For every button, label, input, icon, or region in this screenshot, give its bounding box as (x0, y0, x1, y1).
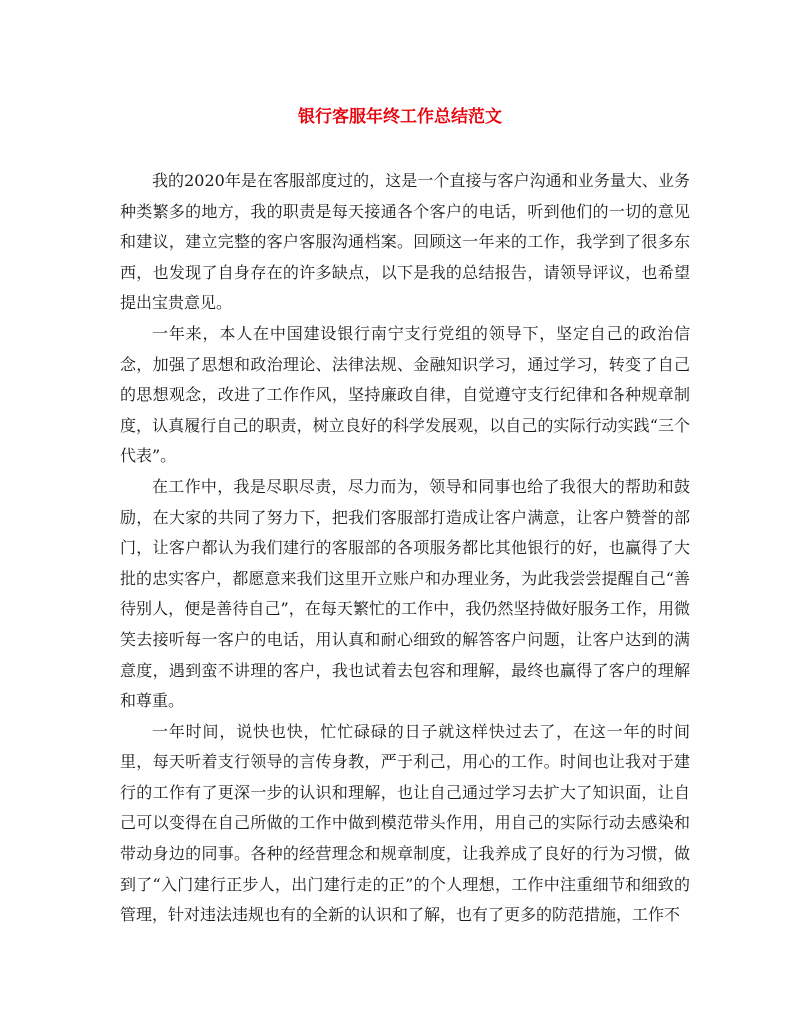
paragraph: 我的2020年是在客服部度过的，这是一个直接与客户沟通和业务量大、业务种类繁多的地方，我的职责是每天接通各个客户的电话，听到他们的一切的意见和建议，建立完整的客户客服沟通档案。回顾这一年来的工作，我学到了很多东西，也发现了自身存在的许多缺点，以下是我的总结报告，请领导评议，也希望提出宝贵意见。 (120, 171, 690, 313)
paragraph: 一年来，本人在中国建设银行南宁支行党组的领导下，坚定自己的政治信念，加强了思想和政治理论、法律法规、金融知识学习，通过学习，转变了自己的思想观念，改进了工作作风，坚持廉政自律，自觉遵守支行纪律和各种规章制度，认真履行自己的职责，树立良好的科学发展观，以自己的实际行动实践“三个代表”。 (120, 323, 690, 466)
paragraph: 在工作中，我是尽职尽责，尽力而为，领导和同事也给了我很大的帮助和鼓励，在大家的共同了努力下，把我们客服部打造成让客户满意，让客户赞誉的部门，让客户都认为我们建行的客服部的各项服务都比其他银行的好，也赢得了大批的忠实客户，都愿意来我们这里开立账户和办理业务，为此我尝尝提醒自己“善待别人，便是善待自己”，在每天繁忙的工作中，我仍然坚持做好服务工作，用微笑去接听每一客户的电话，用认真和耐心细致的解答客户问题，让客户达到的满意度，遇到蛮不讲理的客户，我也试着去包容和理解，最终也赢得了客户的理解和尊重。 (120, 476, 690, 711)
paragraph: 一年时间，说快也快，忙忙碌碌的日子就这样快过去了，在这一年的时间里，每天听着支行领导的言传身教，严于利己，用心的工作。时间也让我对于建行的工作有了更深一步的认识和理解，也让自己通过学习去扩大了知识面，让自己可以变得在自己所做的工作中做到模范带头作用，用自己的实际行动去感染和带动身边的同事。各种的经营理念和规章制度，让我养成了良好的行为习惯，做到了“入门建行正步人，出门建行走的正”的个人理想，工作中注重细节和细致的管理，针对违法违规也有的全新的认识和了解，也有了更多的防范措施，工作不 (120, 721, 690, 925)
document-body (120, 166, 690, 931)
document-title: 银行客服年终工作总结范文 (298, 107, 502, 127)
